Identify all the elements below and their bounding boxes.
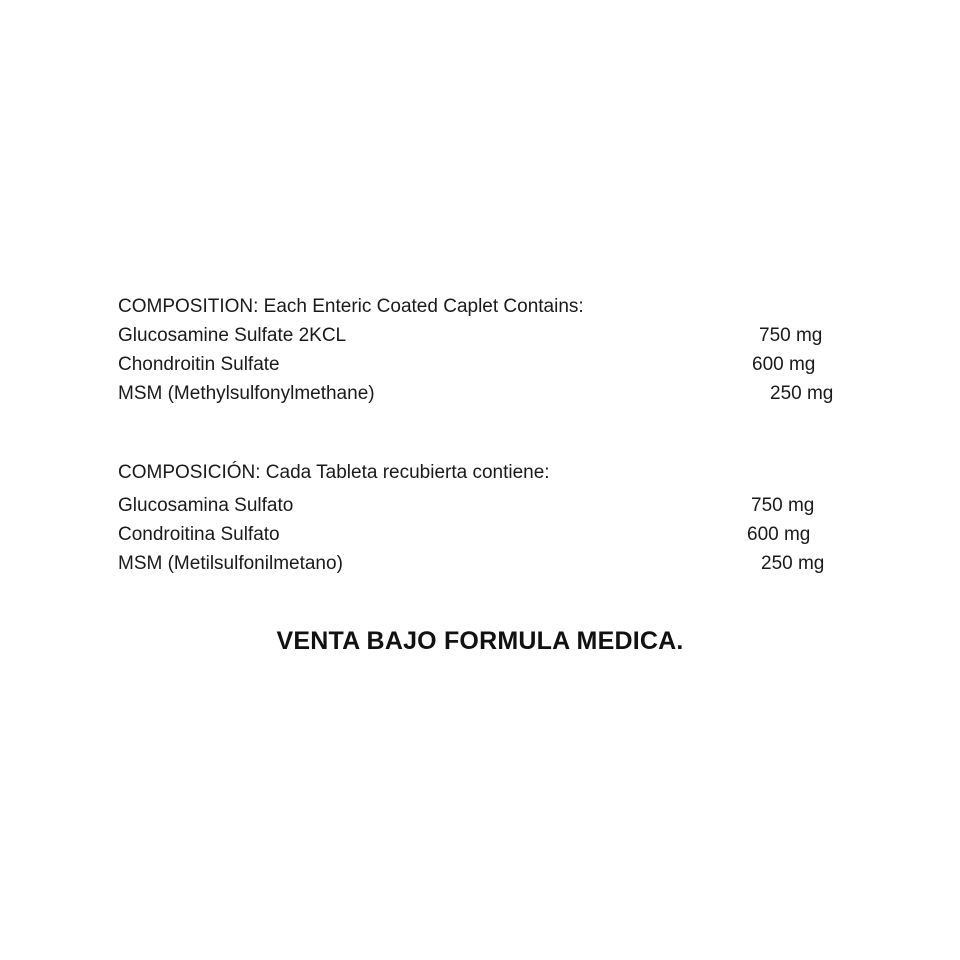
ingredient-name: Condroitina Sulfato xyxy=(118,524,280,545)
composition-english xyxy=(118,292,848,408)
ingredient-amount: 750 mg xyxy=(759,325,823,346)
ingredient-name: MSM (Metilsulfonilmetano) xyxy=(118,553,343,574)
ingredient-row xyxy=(118,321,848,350)
ingredient-amount: 750 mg xyxy=(751,495,815,516)
composition-spanish xyxy=(118,458,848,578)
ingredient-name: Glucosamine Sulfate 2KCL xyxy=(118,325,347,346)
ingredient-row xyxy=(118,491,848,520)
ingredient-row xyxy=(118,350,848,379)
ingredient-row xyxy=(118,520,848,549)
prescription-notice: VENTA BAJO FORMULA MEDICA. xyxy=(276,627,684,655)
ingredient-amount: 250 mg xyxy=(761,553,825,574)
ingredient-amount: 600 mg xyxy=(752,354,816,375)
composition-heading: COMPOSITION: Each Enteric Coated Caplet Contains: xyxy=(118,296,584,317)
ingredient-name: Glucosamina Sulfato xyxy=(118,495,294,516)
ingredient-name: MSM (Methylsulfonylmethane) xyxy=(118,383,375,404)
ingredient-name: Chondroitin Sulfate xyxy=(118,354,280,375)
composition-heading: COMPOSICIÓN: Cada Tableta recubierta contiene: xyxy=(118,462,550,483)
ingredient-row xyxy=(118,549,848,578)
ingredient-row xyxy=(118,379,848,408)
ingredient-amount: 600 mg xyxy=(747,524,811,545)
ingredient-amount: 250 mg xyxy=(770,383,834,404)
